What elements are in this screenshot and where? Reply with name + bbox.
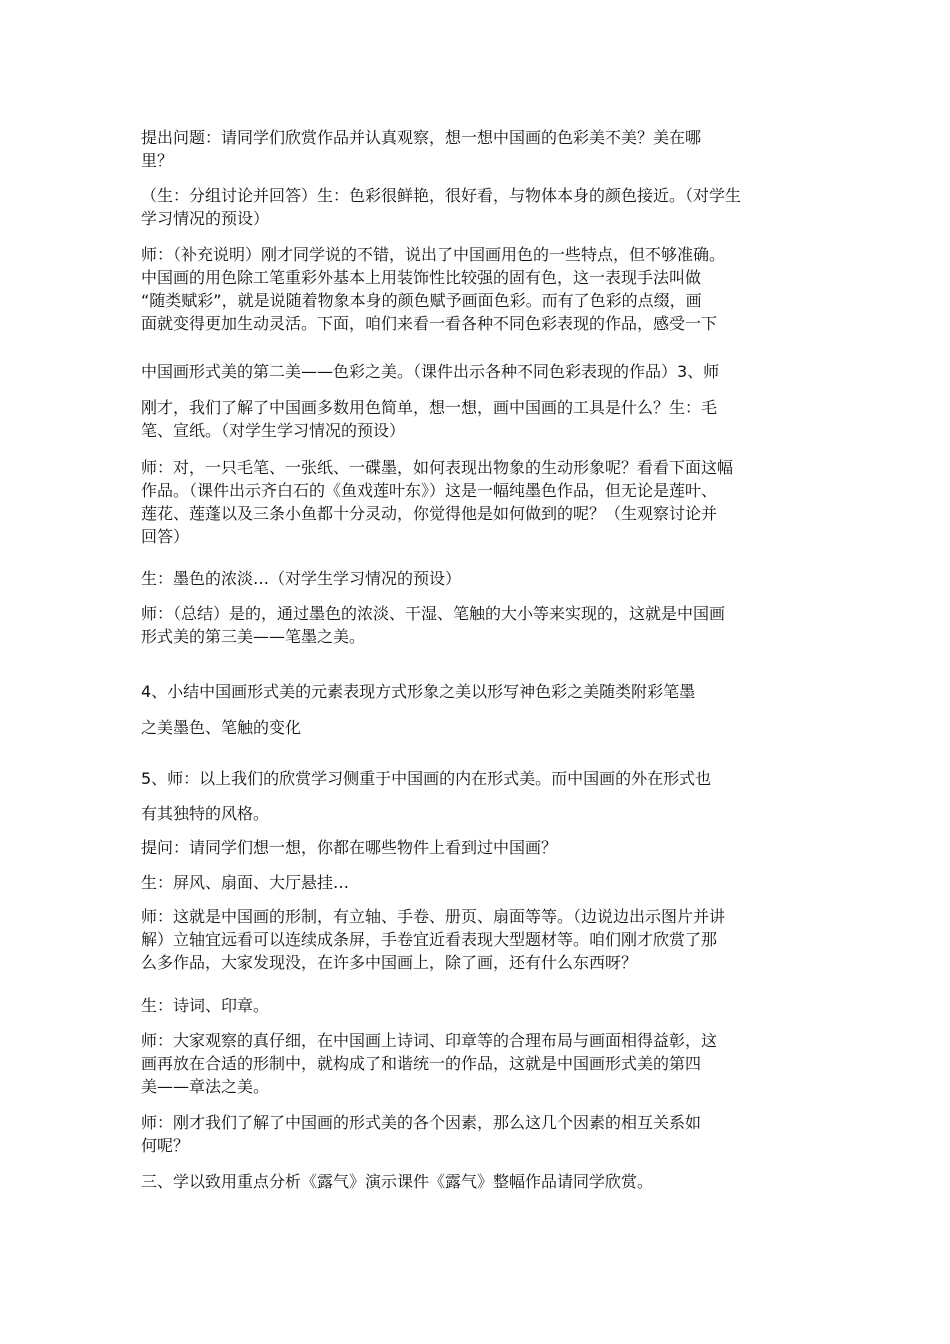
paragraph-poetry-seal: 生：诗词、印章。 <box>141 996 270 1015</box>
paragraph-section-4: 4、小结中国画形式美的元素表现方式形象之美以形写神色彩之美随类附彩笔墨 <box>141 682 696 701</box>
paragraph-composition: 师：大家观察的真仔细，在中国画上诗词、印章等的合理布局与画面相得益彰，这 画再放在合适的形制中，就构成了和谐统一的作品，这就是中国画形式美的第四 美——章法之美。 <box>141 1031 718 1096</box>
paragraph-format: 师：这就是中国画的形制，有立轴、手卷、册页、扇面等等。（边说边出示图片并讲 解）立轴宜远看可以连续成条屏，手卷宜近看表现大型题材等。咱们刚才欣赏了那 么多作品，大家发现没，在许多中国画上，除了画，还有什么东西呀？ <box>141 907 726 972</box>
paragraph-ink-work: 师：对，一只毛笔、一张纸、一碟墨，如何表现出物象的生动形象呢？看看下面这幅 作品。（课件出示齐白石的《鱼戏莲叶东》）这是一幅纯墨色作品，但无论是莲叶、 莲花、莲蓬以及三条小鱼都十分灵动，你觉得他是如何做到的呢？（生观察讨论并 回答） <box>141 458 734 546</box>
paragraph-color-beauty: 中国画形式美的第二美——色彩之美。（课件出示各种不同色彩表现的作品）3、师 <box>141 362 720 381</box>
paragraph-objects: 生：屏风、扇面、大厅悬挂… <box>141 873 350 892</box>
paragraph-section-3: 三、学以致用重点分析《露气》演示课件《露气》整幅作品请同学欣赏。 <box>141 1172 654 1191</box>
paragraph-student-answer: （生：分组讨论并回答）生：色彩很鲜艳，很好看，与物体本身的颜色接近。（对学生 学习情况的预设） <box>141 186 742 228</box>
paragraph-section-5: 5、师：以上我们的欣赏学习侧重于中国画的内在形式美。而中国画的外在形式也 <box>141 769 712 788</box>
paragraph-section-5-cont: 有其独特的风格。 <box>141 804 270 823</box>
paragraph-prompt: 提问：请同学们想一想，你都在哪些物件上看到过中国画？ <box>141 838 558 857</box>
paragraph-summary-ink: 师：（总结）是的，通过墨色的浓淡、干湿、笔触的大小等来实现的，这就是中国画 形式美的第三美——笔墨之美。 <box>141 604 726 646</box>
paragraph-ink-tone: 生：墨色的浓淡…（对学生学习情况的预设） <box>141 569 462 588</box>
paragraph-section-4-cont: 之美墨色、笔触的变化 <box>141 718 302 737</box>
paragraph-teacher-color: 师：（补充说明）刚才同学说的不错，说出了中国画用色的一些特点，但不够准确。 中国画的用色除工笔重彩外基本上用装饰性比较强的固有色，这一表现手法叫做 “随类赋彩”，就是说随着物象本身的颜色赋予画面色彩。而有了色彩的点缀，画 面就变得更加生动灵活。下面，咱们来看一看各种不同色彩表现的作品，感受一下 <box>141 245 726 333</box>
paragraph-tools: 刚才，我们了解了中国画多数用色简单，想一想，画中国画的工具是什么？生：毛 笔、宣纸。（对学生学习情况的预设） <box>141 398 718 440</box>
paragraph-question: 提出问题：请同学们欣赏作品并认真观察，想一想中国画的色彩美不美？美在哪 里？ <box>141 128 702 170</box>
paragraph-relation: 师：刚才我们了解了中国画的形式美的各个因素，那么这几个因素的相互关系如 何呢？ <box>141 1113 702 1155</box>
